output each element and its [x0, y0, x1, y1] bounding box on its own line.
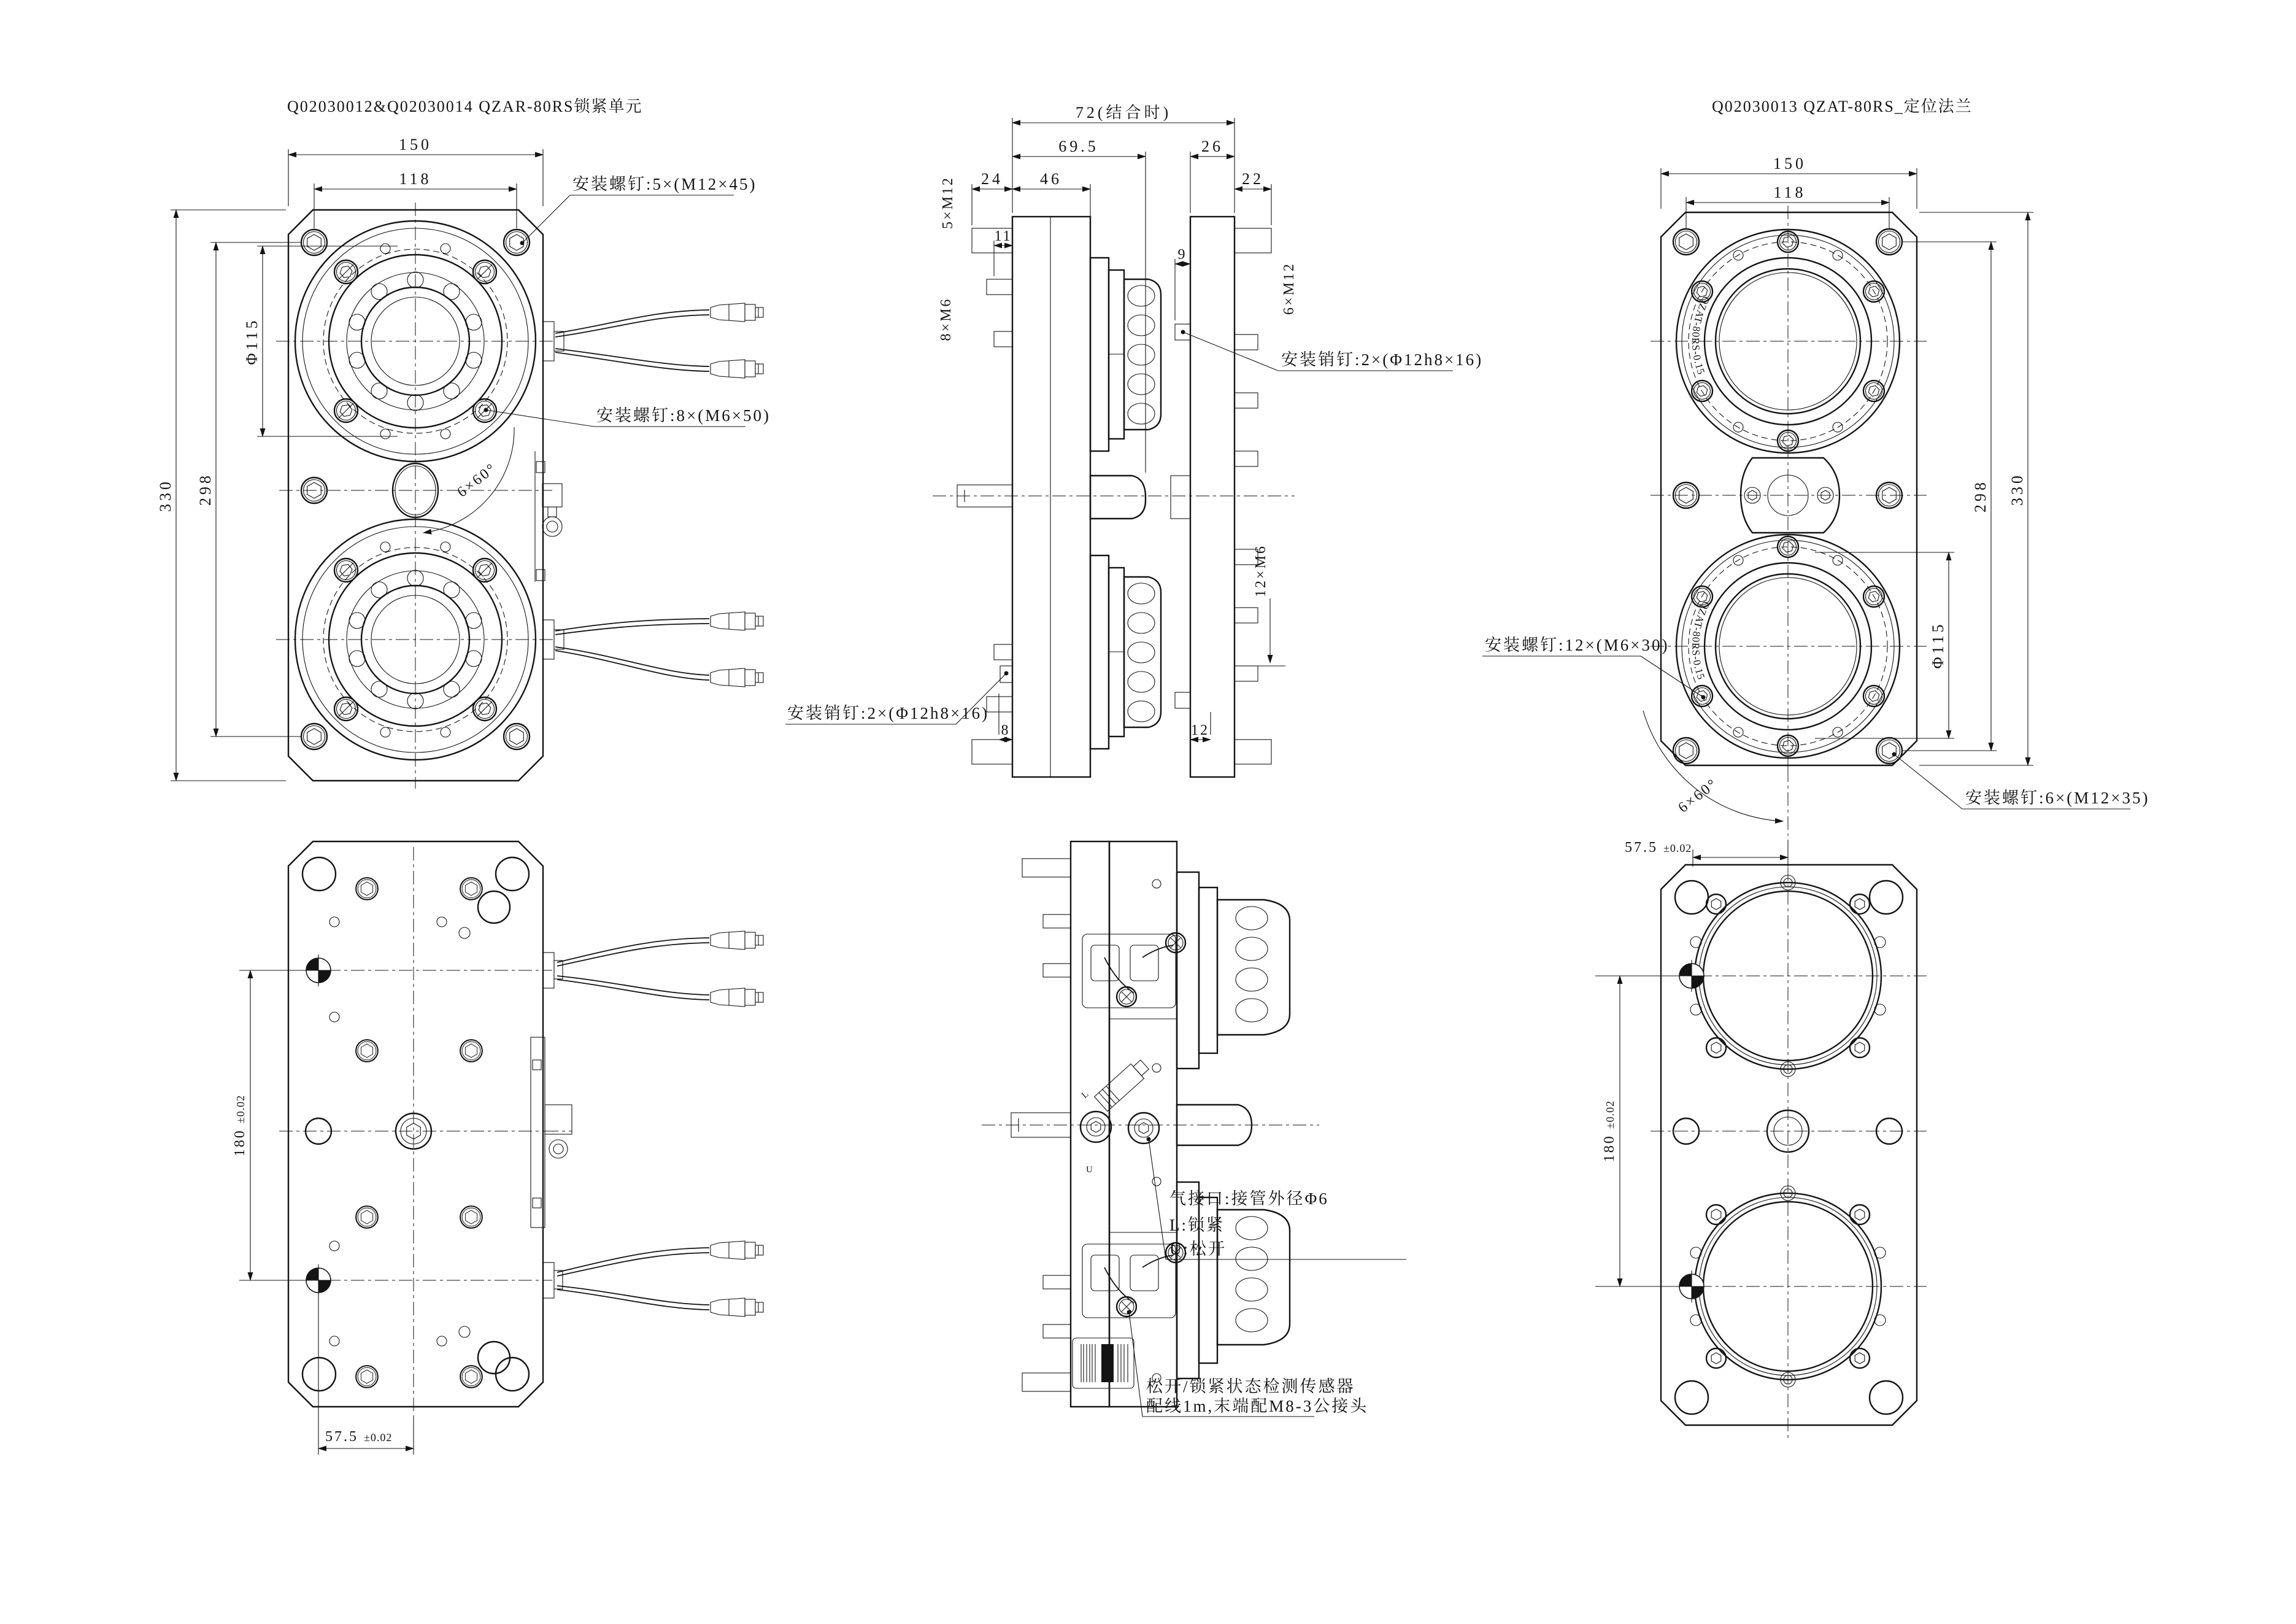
- thread-5xm12: 5×M12: [940, 176, 956, 229]
- dim-180-lock-rear: 180 ±0.02: [232, 1094, 248, 1157]
- dim-57-5-flange: 57.5 ±0.02: [1625, 840, 1692, 856]
- air-note-line1: 气接口:接管外径Φ6: [1169, 1189, 1329, 1208]
- port-u-mark: U: [1086, 1165, 1093, 1175]
- dim-72: 72(结合时): [1075, 104, 1172, 122]
- thread-12xm6: 12×M6: [1253, 544, 1269, 597]
- dim-180-flange-rear: 180 ±0.02: [1601, 1100, 1617, 1162]
- rear-cables-upper: [557, 931, 763, 1007]
- rear-rail-and-fitting: [531, 1037, 572, 1228]
- dim-118-flange: 118: [1773, 184, 1806, 201]
- sensor-upper: [1082, 933, 1185, 1008]
- leader-screw12: [1482, 656, 1706, 700]
- product-label: [1073, 1338, 1134, 1388]
- leader-screw8-text: 安装螺钉:8×(M6×50): [596, 406, 771, 425]
- ring-engraving-bottom: QZAT-80RS-0.15: [1690, 599, 1712, 682]
- view-flange-rear: [1595, 843, 1927, 1439]
- dim-330-flange: 330: [2008, 473, 2026, 506]
- air-note-line3: U:松开: [1169, 1240, 1227, 1258]
- thread-6xm12: 6×M12: [1281, 262, 1297, 315]
- ring-engraving-top: QZAT-80RS-0.15: [1690, 294, 1712, 377]
- dim-26: 26: [1201, 137, 1223, 155]
- port-l-mark: L: [1079, 1089, 1091, 1100]
- air-ports: [1080, 1058, 1159, 1175]
- dim-150: 150: [399, 136, 432, 153]
- title-flange: Q02030013 QZAT-80RS_定位法兰: [1712, 98, 1973, 115]
- dim-11: 11: [994, 228, 1012, 244]
- svg-text:QZAT-80RS-0.15: [1690, 295, 1712, 377]
- dims-flange-front: [1643, 168, 2033, 867]
- dim-118: 118: [399, 170, 432, 188]
- dim-298-flange: 298: [1971, 479, 1989, 512]
- leader-screw5: [520, 195, 734, 246]
- title-lock-unit: Q02030012&Q02030014 QZAR-80RS锁紧单元: [287, 98, 643, 115]
- dim-22: 22: [1242, 170, 1264, 188]
- leader-screw12-text: 安装螺钉:12×(M6×30): [1485, 636, 1670, 654]
- dim-69-5: 69.5: [1058, 137, 1099, 155]
- leader-pin-top-text: 安装销钉:2×(Φ12h8×16): [1281, 350, 1484, 369]
- dim-9: 9: [1177, 247, 1187, 263]
- dims-assembly-side: [972, 118, 1285, 740]
- leader-pin-bottom-text: 安装销钉:2×(Φ12h8×16): [787, 704, 990, 722]
- svg-text:QZAT-80RS-0.15: [1690, 600, 1712, 682]
- sensor-cables-lower: [555, 612, 763, 687]
- view-lock-side: [982, 841, 1406, 1417]
- view-lock-rear: [232, 841, 763, 1455]
- leader-screw6-text: 安装螺钉:6×(M12×35): [1965, 789, 2150, 807]
- dim-46: 46: [1040, 170, 1062, 188]
- dim-298: 298: [196, 473, 214, 506]
- dim-57-5-lock-rear: 57.5 ±0.02: [325, 1429, 393, 1445]
- view-lock-front: [156, 136, 771, 789]
- dims-lock-rear: [239, 970, 414, 1455]
- dim-phi115: Φ115: [243, 317, 261, 365]
- dim-330: 330: [156, 479, 174, 512]
- dim-150-flange: 150: [1773, 155, 1806, 172]
- side-flange-plate: [1171, 217, 1271, 777]
- dim-24: 24: [981, 170, 1003, 188]
- dim-angle-flange: 6×60°: [1675, 775, 1721, 816]
- side-lock-plate: [957, 217, 1161, 777]
- dim-angle: 6×60°: [454, 460, 500, 501]
- sensor-note-line1: 松开/锁紧状态检测传感器: [1146, 1377, 1355, 1396]
- air-note-line2: L:锁紧: [1169, 1216, 1225, 1234]
- sensor-cables-upper: [555, 303, 763, 378]
- rear-cables-lower: [557, 1241, 763, 1317]
- view-flange-front: [1482, 155, 2149, 867]
- thread-8xm6: 8×M6: [938, 297, 954, 341]
- dim-phi115-flange: Φ115: [1929, 621, 1947, 669]
- leader-screw5-text: 安装螺钉:5×(M12×45): [572, 175, 757, 193]
- sensor-note-line2: 配线1m,末端配M8-3公接头: [1146, 1397, 1369, 1415]
- view-assembly-side: [785, 104, 1483, 777]
- dim-8: 8: [1001, 722, 1011, 738]
- air-fitting-side: [535, 451, 562, 582]
- dim-12: 12: [1191, 722, 1209, 738]
